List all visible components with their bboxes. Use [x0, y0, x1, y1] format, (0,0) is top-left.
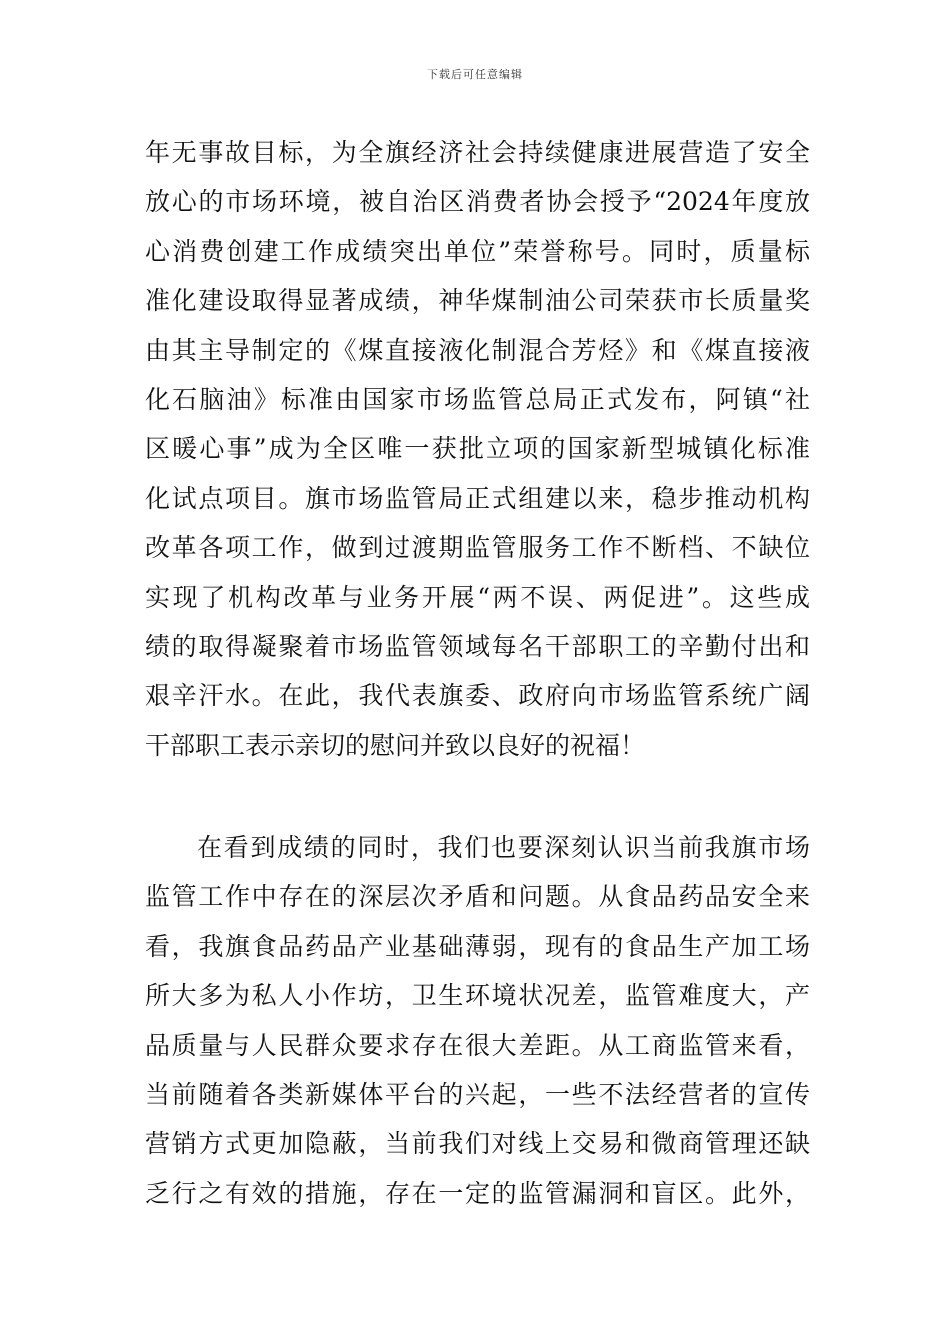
text-line: 在看到成绩的同时，我们也要深刻认识当前我旗市场 — [197, 833, 810, 862]
text-line: 艰辛汗水。在此，我代表旗委、政府向市场监管系统广阔 — [145, 681, 810, 711]
text-line: 化试点项目。旗市场监管局正式组建以来，稳步推动机构 — [145, 483, 810, 513]
text-line: 年无事故目标，为全旗经济社会持续健康进展营造了安全 — [145, 138, 810, 167]
text-line: 品质量与人民群众要求存在很大差距。从工商监管来看， — [145, 1030, 810, 1060]
paragraph-1 — [145, 128, 810, 770]
page-header: 下载后可任意编辑 — [427, 68, 523, 81]
text-line: 所大多为私人小作坊，卫生环境状况差，监管难度大，产 — [145, 981, 810, 1011]
text-line: 乏行之有效的措施，存在一定的监管漏洞和盲区。此外， — [145, 1178, 810, 1208]
text-line: 干部职工表示亲切的慰问并致以良好的祝福！ — [145, 730, 646, 760]
text-line: 实现了机构改革与业务开展“两不误、两促进”。这些成 — [145, 582, 810, 612]
text-line: 监管工作中存在的深层次矛盾和问题。从食品药品安全来 — [145, 882, 810, 912]
paragraph-2 — [145, 823, 810, 1218]
text-line: 化石脑油》标准由国家市场监管总局正式发布，阿镇“社 — [145, 384, 810, 414]
text-line: 看，我旗食品药品产业基础薄弱，现有的食品生产加工场 — [145, 931, 810, 961]
text-line: 心消费创建工作成绩突出单位”荣誉称号。同时，质量标 — [145, 236, 810, 266]
text-line: 绩的取得凝聚着市场监管领域每名干部职工的辛勤付出和 — [145, 631, 810, 661]
text-line: 放心的市场环境，被自治区消费者协会授予“2024年度放 — [145, 187, 810, 217]
text-line: 当前随着各类新媒体平台的兴起，一些不法经营者的宣传 — [145, 1079, 810, 1109]
text-line: 准化建设取得显著成绩，神华煤制油公司荣获市长质量奖 — [145, 286, 810, 316]
text-line: 区暖心事”成为全区唯一获批立项的国家新型城镇化标准 — [145, 434, 810, 464]
text-line: 营销方式更加隐蔽，当前我们对线上交易和微商管理还缺 — [145, 1129, 810, 1159]
text-line: 改革各项工作，做到过渡期监管服务工作不断档、不缺位 — [145, 533, 810, 563]
text-line: 由其主导制定的《煤直接液化制混合芳烃》和《煤直接液 — [145, 335, 810, 365]
